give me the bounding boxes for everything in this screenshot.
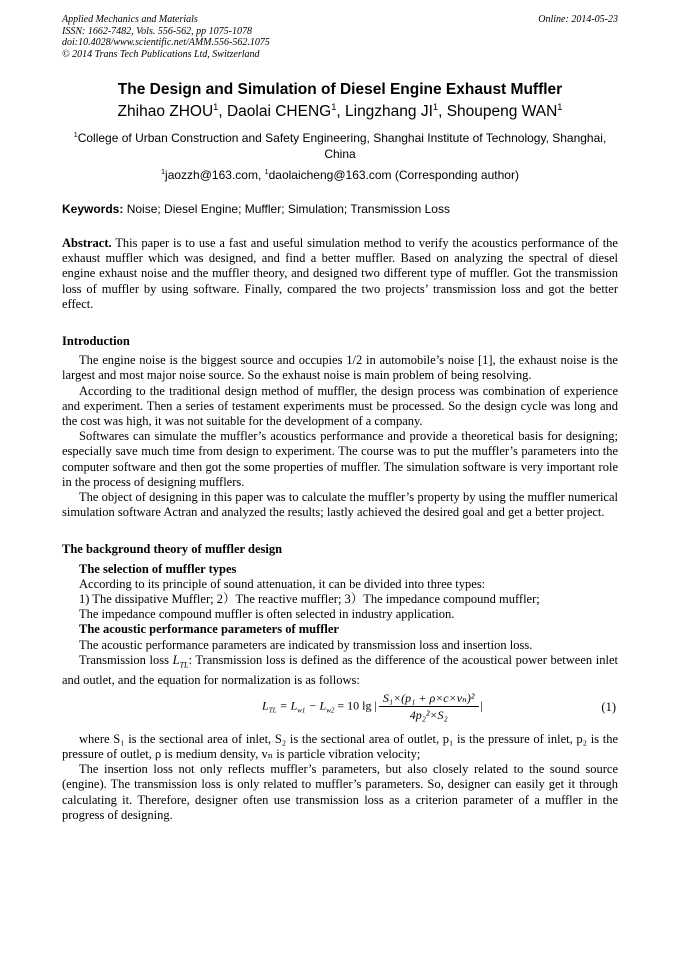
equation-body: $L_{TL} = L_{w1} - L_{w2} = 10$ lg | $\frac{\text{S₁×(p₁ + ρ×c×vₙ)²}}{\text{4p₂²×S₂}}$ |	[262, 690, 483, 722]
subsection-heading: The acoustic performance parameters of muffler	[79, 622, 339, 637]
section-heading: The background theory of muffler design	[62, 542, 283, 557]
paragraph: The engine noise is the biggest source and occupies 1/2 in automobile’s noise [1], the exhaust noise is the largest and most major noise source. So the exhaust noise is main problem of being resolving.	[62, 353, 618, 383]
author-name: Zhihao ZHOU	[117, 103, 214, 120]
journal-name: Applied Mechanics and Materials	[62, 14, 198, 25]
paragraph: 1) The dissipative Muffler; 2）The reactive muffler; 3）The impedance compound muffler;	[79, 592, 540, 607]
keywords-text: Noise; Diesel Engine; Muffler; Simulation; Transmission Loss	[123, 202, 450, 216]
paragraph: The acoustic performance parameters are indicated by transmission loss and insertion loss.	[79, 637, 533, 652]
email-1: jaozzh@163.com,	[165, 168, 265, 182]
subsection-heading: The selection of muffler types	[79, 561, 237, 576]
paragraph: Softwares can simulate the muffler’s acoustics performance and provide a theoretical basis for designing; especially save much time from design to experiment. The course was to put the muffler’s parameters into the computer software and then got the some properties of muffler. The simulation software is very important role in the process of designing mufflers.	[62, 429, 618, 489]
affiliation	[62, 130, 618, 162]
section-heading: Introduction	[62, 334, 130, 349]
author-name: Shoupeng WAN	[446, 103, 558, 120]
keywords-label: Keywords:	[62, 202, 124, 216]
equation-1	[62, 690, 618, 728]
issn: ISSN: 1662-7482, Vols. 556-562, pp 1075-1078	[62, 25, 252, 37]
affiliation-mark: 1	[73, 130, 78, 139]
paragraph: According to its principle of sound attenuation, it can be divided into three types:	[79, 576, 486, 591]
email-mark: 1	[264, 167, 269, 176]
paper-title: The Design and Simulation of Diesel Engine Exhaust Muffler	[117, 81, 563, 98]
abstract-text: This paper is to use a fast and useful simulation method to verify the acoustics performance of the exhaust muffler which was designed, and find a better muffler. Based on analyzing the spectral of diesel engine exhaust noise and the muffler theory, and designed two different type of muffler. Got the transmission loss of muffler by using software. Finally, compared the two projects’ transmission loss and got the better effect.	[62, 236, 618, 311]
author-list: Zhihao ZHOU$^1$, Daolai CHENG$^1$, Lingzhang $JI^1$, Shoupeng WAN$^1$	[117, 101, 563, 120]
author-mark: 1	[557, 101, 563, 112]
paragraph: The insertion loss not only reflects muffler’s parameters, but also closely related to the sound source (engine). The transmission loss is only related to muffler’s parameters. So, designer can easily get it through calculating it. Therefore, designer often use transmission loss as a criterion parameter of a muffler in the progress of designing.	[62, 762, 618, 822]
paragraph: where S₁ is the sectional area of inlet, S₂ is the sectional area of outlet, p₁ is the pressure of inlet, p₂ is the pressure of outlet, ρ is medium density, vₙ is particle vibration velocity;	[62, 731, 618, 761]
online-date: Online: 2014-05-23	[538, 14, 618, 25]
copyright: © 2014 Trans Tech Publications Ltd, Switzerland	[62, 48, 260, 60]
equation-fraction	[379, 690, 479, 723]
paper-body	[62, 236, 618, 823]
page-header	[62, 14, 618, 60]
author-mark: 1	[213, 101, 219, 112]
author-name: Lingzhang JI	[345, 103, 433, 120]
equation-number: (1)	[601, 699, 616, 714]
email-2: daolaicheng@163.com (Corresponding author)	[268, 168, 519, 182]
abstract-label: Abstract.	[62, 236, 112, 250]
author-mark: 1	[331, 101, 337, 112]
affiliation-text: College of Urban Construction and Safety Engineering, Shanghai Institute of Technology, Shanghai, China	[77, 131, 607, 161]
author-name: Daolai CHENG	[226, 103, 332, 120]
email-mark: 1	[161, 167, 166, 176]
paragraph: The object of designing in this paper was to calculate the muffler’s property by using the muffler numerical simulation software Actran and analyzed the results; lastly achieved the desired goal and get a better project.	[62, 490, 618, 520]
paragraph: According to the traditional design method of muffler, the design process was combination of experience and experiment. Then a series of testament experiments must be processed. So the design cycle was long and the cost was high, it was not suitable for the development of a company.	[62, 383, 618, 429]
doi: doi:10.4028/www.scientific.net/AMM.556-562.1075	[62, 37, 270, 48]
paragraph: Transmission loss $L_{TL}$: Transmission loss is defined as the difference of the acoustical power between inlet and outlet, and the equation for normalization is as follows:	[62, 652, 618, 687]
abstract	[62, 236, 618, 312]
author-mark: 1	[432, 101, 439, 112]
equation-denominator: 4p₂²×S₂	[409, 707, 448, 722]
equation-numerator: S₁×(p₁ + ρ×c×vₙ)²	[379, 690, 479, 707]
tl-symbol: L	[172, 652, 180, 667]
paragraph: The impedance compound muffler is often selected in industry application.	[79, 607, 455, 622]
keywords	[62, 201, 618, 217]
author-emails	[62, 167, 618, 183]
